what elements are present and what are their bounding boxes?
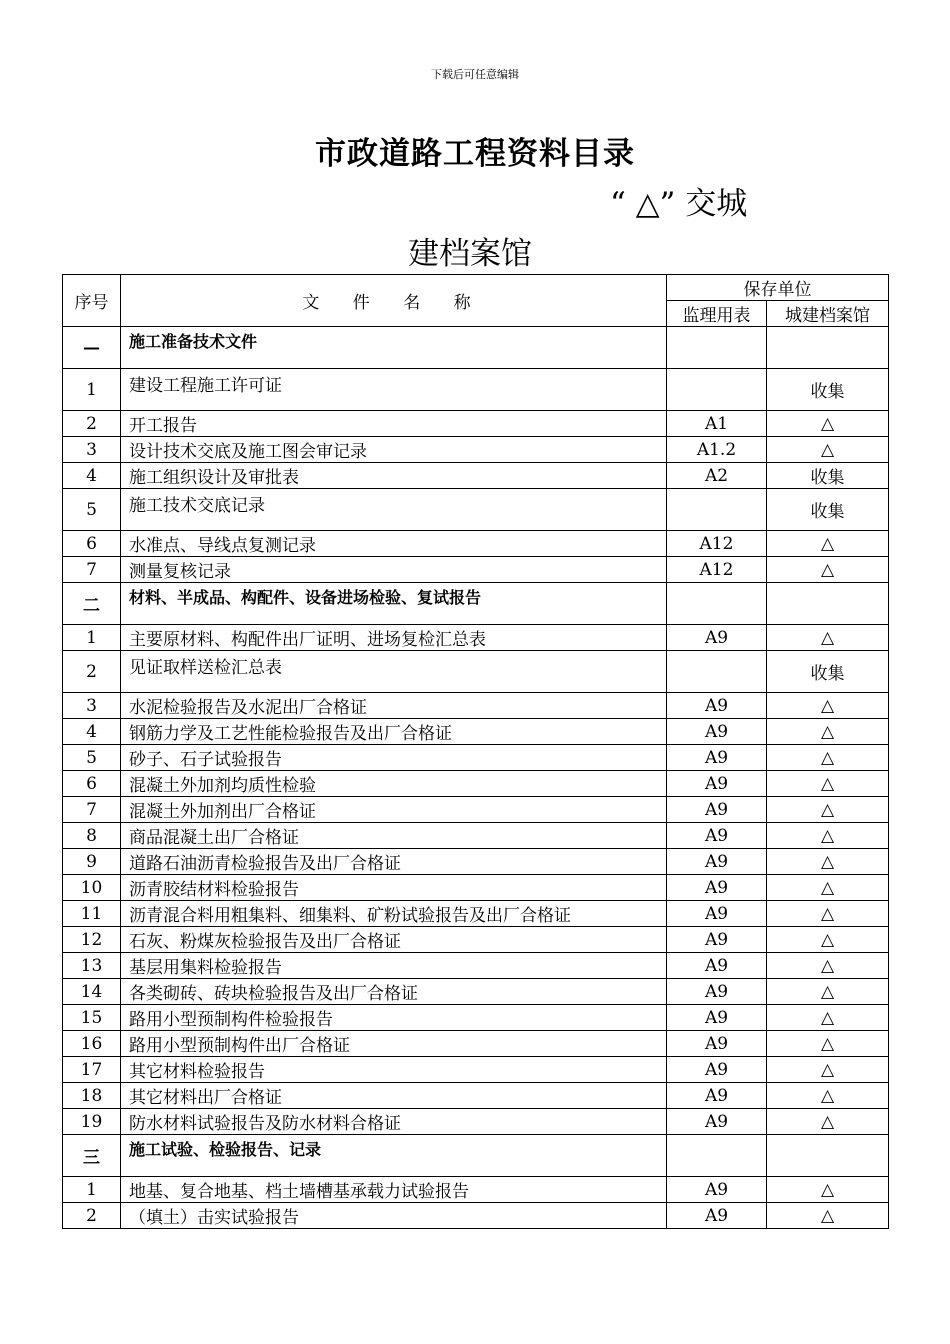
row-number: 12 xyxy=(63,927,121,953)
table-row xyxy=(63,1177,889,1203)
row-archive-mark: △ xyxy=(767,927,889,953)
row-supervision-form: A1 xyxy=(667,411,767,437)
row-archive-mark: △ xyxy=(767,625,889,651)
row-number: 5 xyxy=(63,489,121,531)
table-row xyxy=(63,927,889,953)
table-row xyxy=(63,719,889,745)
row-document-name: 道路石油沥青检验报告及出厂合格证 xyxy=(121,849,667,875)
table-row xyxy=(63,369,889,411)
row-document-name: （填土）击实试验报告 xyxy=(121,1203,667,1229)
row-archive-mark: △ xyxy=(767,901,889,927)
row-archive-mark: △ xyxy=(767,1177,889,1203)
row-archive-mark: △ xyxy=(767,437,889,463)
row-document-name: 开工报告 xyxy=(121,411,667,437)
row-archive-mark: △ xyxy=(767,1005,889,1031)
row-archive-mark: 收集 xyxy=(767,651,889,693)
table-row xyxy=(63,437,889,463)
row-archive-mark: △ xyxy=(767,875,889,901)
table-row xyxy=(63,463,889,489)
header-note: 下载后可任意编辑 xyxy=(431,68,519,81)
header-no: 序号 xyxy=(63,275,121,327)
row-archive-mark: △ xyxy=(767,1031,889,1057)
row-document-name: 主要原材料、构配件出厂证明、进场复检汇总表 xyxy=(121,625,667,651)
row-supervision-form: A9 xyxy=(667,693,767,719)
row-supervision-form: A9 xyxy=(667,901,767,927)
row-supervision-form xyxy=(667,327,767,369)
row-archive-mark xyxy=(767,1135,889,1177)
row-document-name: 施工试验、检验报告、记录 xyxy=(121,1135,667,1177)
row-number: 18 xyxy=(63,1083,121,1109)
row-document-name: 施工组织设计及审批表 xyxy=(121,463,667,489)
row-number: 6 xyxy=(63,771,121,797)
row-supervision-form: A9 xyxy=(667,1057,767,1083)
row-number: 4 xyxy=(63,463,121,489)
row-archive-mark xyxy=(767,583,889,625)
row-document-name: 水泥检验报告及水泥出厂合格证 xyxy=(121,693,667,719)
row-number: 19 xyxy=(63,1109,121,1135)
row-number: 7 xyxy=(63,797,121,823)
row-document-name: 其它材料出厂合格证 xyxy=(121,1083,667,1109)
row-supervision-form: A9 xyxy=(667,1203,767,1229)
row-number: 6 xyxy=(63,531,121,557)
page-title: 市政道路工程资料目录 xyxy=(315,136,635,172)
row-supervision-form: A9 xyxy=(667,875,767,901)
row-number: 1 xyxy=(63,369,121,411)
row-archive-mark: △ xyxy=(767,1057,889,1083)
table-row xyxy=(63,771,889,797)
row-number: 2 xyxy=(63,411,121,437)
row-document-name: 石灰、粉煤灰检验报告及出厂合格证 xyxy=(121,927,667,953)
legend-line-2: 建档案馆 xyxy=(408,236,532,272)
row-document-name: 水准点、导线点复测记录 xyxy=(121,531,667,557)
row-supervision-form: A9 xyxy=(667,745,767,771)
row-supervision-form: A9 xyxy=(667,1109,767,1135)
header-supervision: 监理用表 xyxy=(667,301,767,327)
row-number: 三 xyxy=(63,1135,121,1177)
row-archive-mark: 收集 xyxy=(767,463,889,489)
row-supervision-form: A9 xyxy=(667,849,767,875)
row-archive-mark: 收集 xyxy=(767,489,889,531)
row-document-name: 地基、复合地基、档土墙槽基承载力试验报告 xyxy=(121,1177,667,1203)
table-row xyxy=(63,693,889,719)
row-supervision-form: A9 xyxy=(667,1083,767,1109)
row-document-name: 路用小型预制构件出厂合格证 xyxy=(121,1031,667,1057)
row-archive-mark: △ xyxy=(767,771,889,797)
table-row xyxy=(63,411,889,437)
row-supervision-form: A2 xyxy=(667,463,767,489)
row-supervision-form: A12 xyxy=(667,557,767,583)
table-row xyxy=(63,849,889,875)
table-row xyxy=(63,489,889,531)
row-supervision-form xyxy=(667,651,767,693)
table-row xyxy=(63,901,889,927)
section-row xyxy=(63,1135,889,1177)
row-document-name: 各类砌砖、砖块检验报告及出厂合格证 xyxy=(121,979,667,1005)
row-number: 1 xyxy=(63,625,121,651)
row-supervision-form: A9 xyxy=(667,625,767,651)
row-number: 11 xyxy=(63,901,121,927)
legend-line-1: “ △” 交城 xyxy=(610,186,748,222)
row-archive-mark: 收集 xyxy=(767,369,889,411)
row-supervision-form: A12 xyxy=(667,531,767,557)
row-supervision-form: A9 xyxy=(667,1031,767,1057)
row-archive-mark xyxy=(767,327,889,369)
row-document-name: 其它材料检验报告 xyxy=(121,1057,667,1083)
table-row xyxy=(63,979,889,1005)
row-document-name: 建设工程施工许可证 xyxy=(121,369,667,411)
section-row xyxy=(63,583,889,625)
row-number: 14 xyxy=(63,979,121,1005)
catalog-body xyxy=(63,327,889,1229)
row-archive-mark: △ xyxy=(767,979,889,1005)
row-number: 4 xyxy=(63,719,121,745)
row-document-name: 沥青混合料用粗集料、细集料、矿粉试验报告及出厂合格证 xyxy=(121,901,667,927)
row-supervision-form xyxy=(667,489,767,531)
header-storage-unit: 保存单位 xyxy=(667,275,889,301)
row-supervision-form: A9 xyxy=(667,927,767,953)
row-document-name: 沥青胶结材料检验报告 xyxy=(121,875,667,901)
table-row xyxy=(63,557,889,583)
row-supervision-form: A9 xyxy=(667,1005,767,1031)
row-number: 二 xyxy=(63,583,121,625)
table-row xyxy=(63,531,889,557)
row-supervision-form: A9 xyxy=(667,771,767,797)
table-row xyxy=(63,1203,889,1229)
table-row xyxy=(63,625,889,651)
row-document-name: 路用小型预制构件检验报告 xyxy=(121,1005,667,1031)
row-archive-mark: △ xyxy=(767,719,889,745)
row-supervision-form: A9 xyxy=(667,719,767,745)
table-row xyxy=(63,953,889,979)
row-document-name: 施工技术交底记录 xyxy=(121,489,667,531)
row-archive-mark: △ xyxy=(767,411,889,437)
row-document-name: 商品混凝土出厂合格证 xyxy=(121,823,667,849)
row-archive-mark: △ xyxy=(767,745,889,771)
row-number: 2 xyxy=(63,651,121,693)
row-archive-mark: △ xyxy=(767,1203,889,1229)
row-archive-mark: △ xyxy=(767,849,889,875)
row-number: 17 xyxy=(63,1057,121,1083)
row-document-name: 材料、半成品、构配件、设备进场检验、复试报告 xyxy=(121,583,667,625)
table-row xyxy=(63,823,889,849)
row-number: 3 xyxy=(63,693,121,719)
table-row xyxy=(63,875,889,901)
row-archive-mark: △ xyxy=(767,823,889,849)
row-document-name: 见证取样送检汇总表 xyxy=(121,651,667,693)
row-supervision-form: A1.2 xyxy=(667,437,767,463)
row-supervision-form: A9 xyxy=(667,953,767,979)
table-row xyxy=(63,1057,889,1083)
row-supervision-form: A9 xyxy=(667,979,767,1005)
row-number: 13 xyxy=(63,953,121,979)
row-document-name: 混凝土外加剂均质性检验 xyxy=(121,771,667,797)
table-row xyxy=(63,1005,889,1031)
row-archive-mark: △ xyxy=(767,797,889,823)
table-row xyxy=(63,1031,889,1057)
row-number: 16 xyxy=(63,1031,121,1057)
row-document-name: 钢筋力学及工艺性能检验报告及出厂合格证 xyxy=(121,719,667,745)
row-document-name: 基层用集料检验报告 xyxy=(121,953,667,979)
row-archive-mark: △ xyxy=(767,953,889,979)
row-document-name: 砂子、石子试验报告 xyxy=(121,745,667,771)
table-row xyxy=(63,797,889,823)
row-archive-mark: △ xyxy=(767,1109,889,1135)
row-number: 7 xyxy=(63,557,121,583)
table-row xyxy=(63,745,889,771)
row-number: 1 xyxy=(63,1177,121,1203)
row-supervision-form xyxy=(667,583,767,625)
row-document-name: 防水材料试验报告及防水材料合格证 xyxy=(121,1109,667,1135)
row-supervision-form xyxy=(667,1135,767,1177)
row-number: 2 xyxy=(63,1203,121,1229)
row-number: 5 xyxy=(63,745,121,771)
row-number: 10 xyxy=(63,875,121,901)
row-supervision-form: A9 xyxy=(667,823,767,849)
row-archive-mark: △ xyxy=(767,1083,889,1109)
header-name-text: 文 件 名 称 xyxy=(302,293,485,313)
row-number: 9 xyxy=(63,849,121,875)
row-archive-mark: △ xyxy=(767,557,889,583)
catalog-table xyxy=(62,274,889,1229)
section-row xyxy=(63,327,889,369)
row-document-name: 设计技术交底及施工图会审记录 xyxy=(121,437,667,463)
row-archive-mark: △ xyxy=(767,531,889,557)
table-row xyxy=(63,651,889,693)
row-document-name: 测量复核记录 xyxy=(121,557,667,583)
row-archive-mark: △ xyxy=(767,693,889,719)
header-name xyxy=(121,275,667,327)
row-supervision-form: A9 xyxy=(667,797,767,823)
row-document-name: 施工准备技术文件 xyxy=(121,327,667,369)
row-number: 8 xyxy=(63,823,121,849)
table-row xyxy=(63,1109,889,1135)
row-supervision-form: A9 xyxy=(667,1177,767,1203)
row-number: 3 xyxy=(63,437,121,463)
table-row xyxy=(63,1083,889,1109)
row-number: 15 xyxy=(63,1005,121,1031)
row-number: — xyxy=(63,327,121,369)
row-supervision-form xyxy=(667,369,767,411)
row-document-name: 混凝土外加剂出厂合格证 xyxy=(121,797,667,823)
header-archive: 城建档案馆 xyxy=(767,301,889,327)
